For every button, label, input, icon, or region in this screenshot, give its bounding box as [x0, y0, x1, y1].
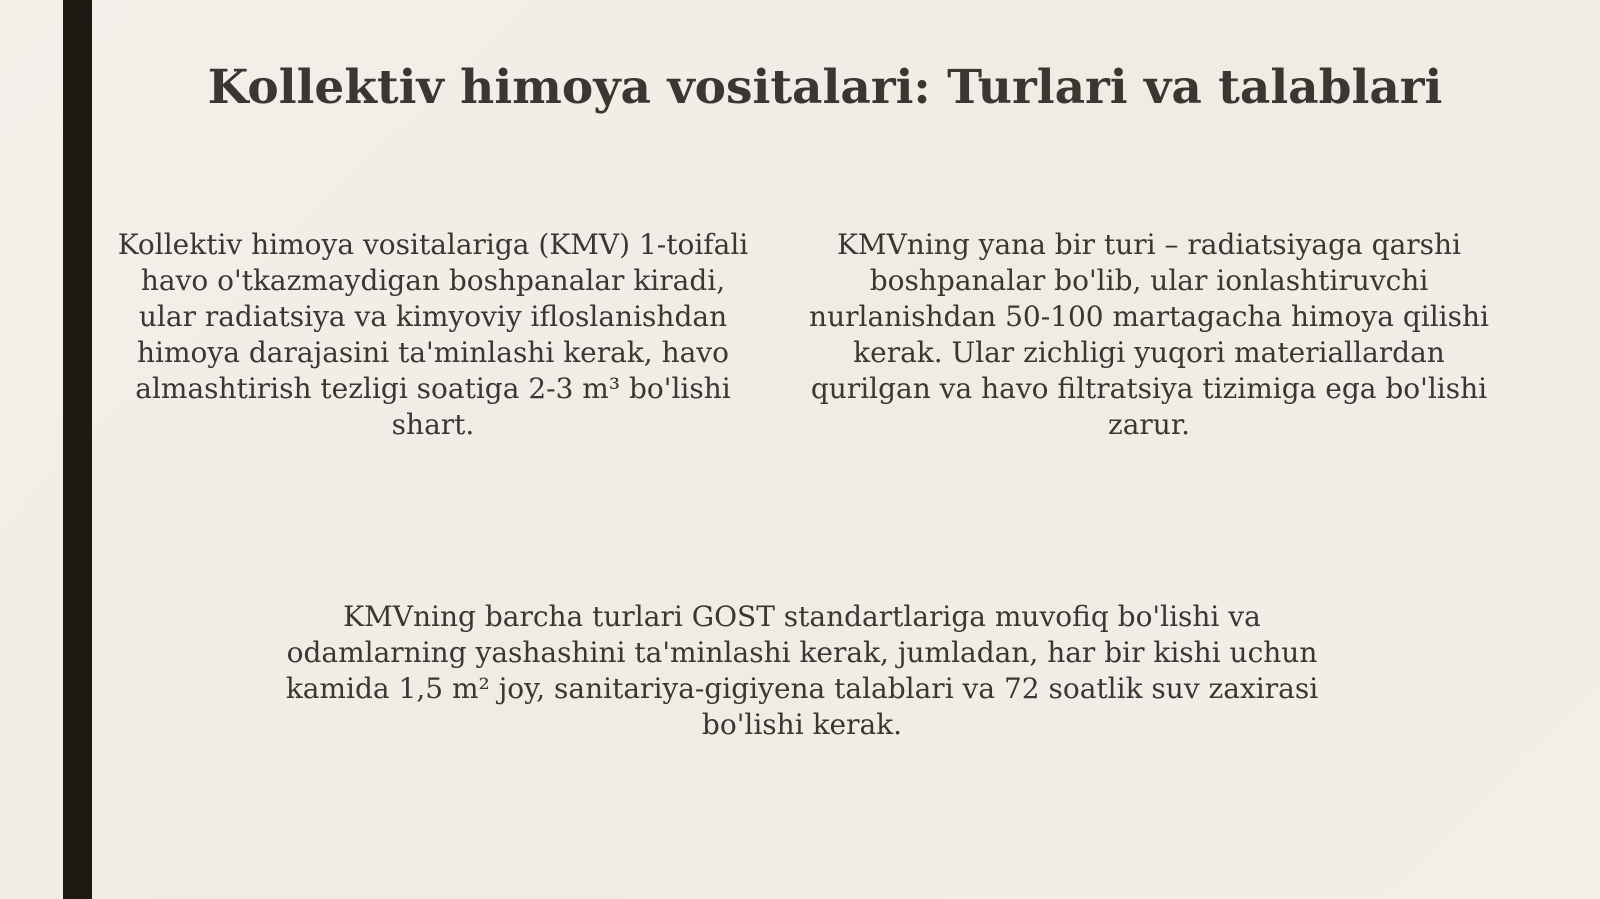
slide-title: Kollektiv himoya vositalari: Turlari va talablari — [207, 60, 1443, 115]
left-paragraph: Kollektiv himoya vositalariga (KMV) 1-toifali havo o'tkazmaydigan boshpanalar kiradi, ular radiatsiya va kimyoviy ifloslanishdan himoya darajasini ta'minlashi kerak, havo almashtirish tezligi soatiga 2-3 m³ bo'lishi shart. — [117, 228, 749, 441]
bottom-paragraph: KMVning barcha turlari GOST standartlariga muvofiq bo'lishi va odamlarning yashashini ta'minlashi kerak, jumladan, har bir kishi uchun kamida 1,5 m² joy, sanitariya-gigiyena talablari va 72 soatlik suv zaxirasi bo'lishi kerak. — [285, 600, 1319, 741]
accent-bar — [63, 0, 92, 899]
right-paragraph: KMVning yana bir turi – radiatsiyaga qarshi boshpanalar bo'lib, ular ionlashtiruvchi nurlanishdan 50-100 martagacha himoya qilishi kerak. Ular zichligi yuqori materiallardan qurilgan va havo filtratsiya tizimiga ega bo'lishi zarur. — [809, 228, 1489, 441]
